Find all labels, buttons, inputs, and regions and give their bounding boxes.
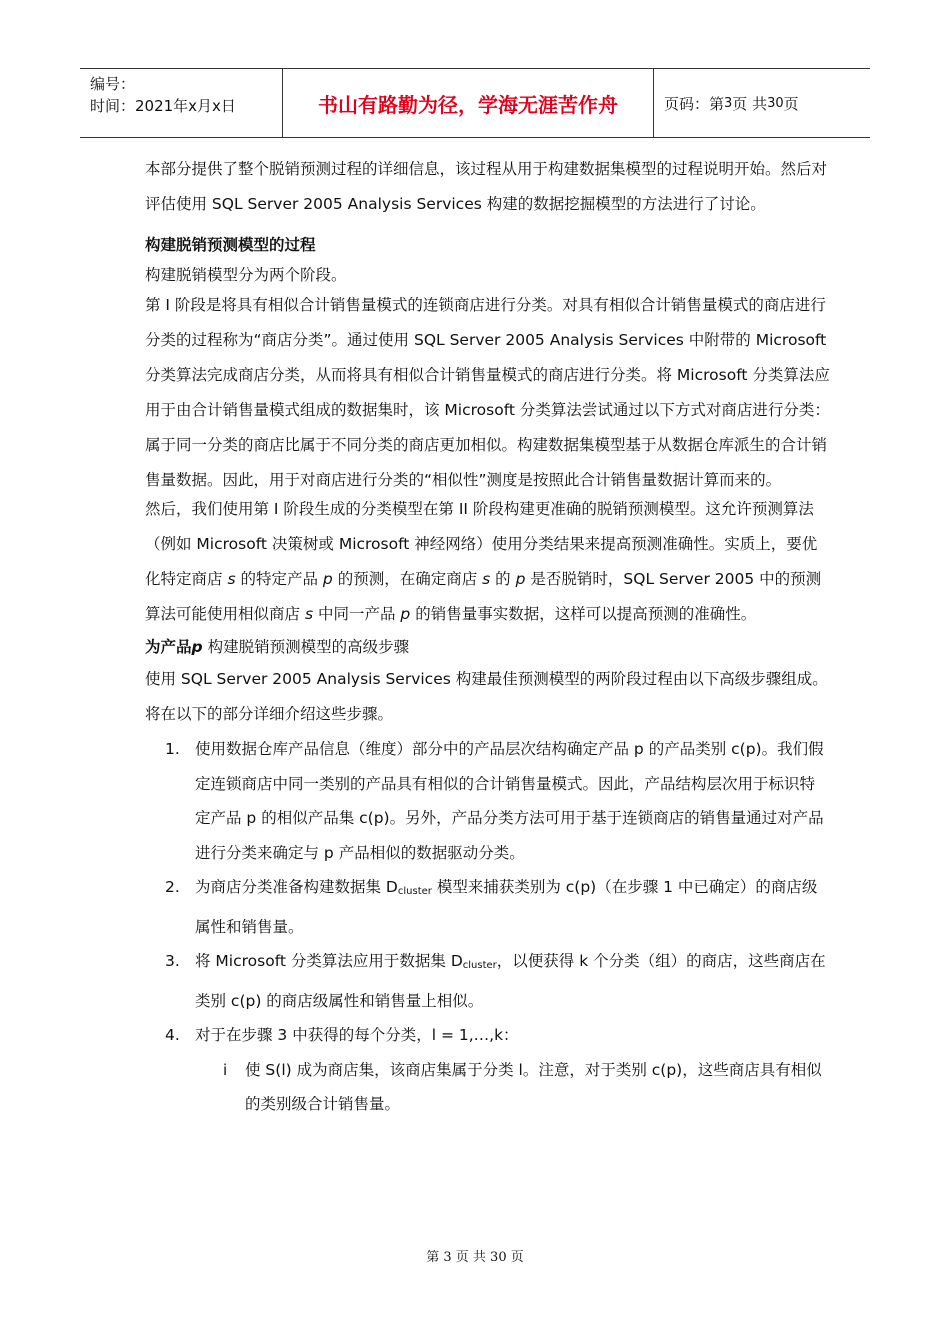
stage2-text-b: 的特定产品 xyxy=(240,570,318,588)
substep-text: 使 S(l) 成为商店集，该商店集属于分类 l。注意，对于类别 c(p)，这些商店具有相似的类别级合计销售量。 xyxy=(245,1060,822,1113)
steps-list xyxy=(145,732,830,1053)
stage2-text-e: 是否脱销时，SQL Server 2005 中的预测算法可能使用相似商店 xyxy=(145,570,822,623)
stage2-text-c: 的预测，在确定商店 xyxy=(337,570,478,588)
list-item xyxy=(145,870,830,944)
page-footer: 第 3 页 共 30 页 xyxy=(426,1250,524,1265)
subscript-cluster: cluster xyxy=(462,960,497,971)
step-number: 1. xyxy=(165,740,180,758)
stage2-paragraph xyxy=(145,492,830,632)
header-meta xyxy=(80,69,282,137)
step-text-b: ，以便获得 k 个分类（组）的商店，这些商店在类别 c(p) 的商店级属性和销售量上相似。 xyxy=(195,952,826,1010)
list-item xyxy=(145,732,830,870)
stage2-text-a: 然后，我们使用第 I 阶段生成的分类模型在第 II 阶段构建更准确的脱销预测模型。这允许预测算法（例如 Microsoft 决策树或 Microsoft 神经网络）使用分类结果来提高预测准确性。实质上，要优化特定商店 xyxy=(145,500,818,588)
page-header xyxy=(80,68,870,138)
step-text-a: 为商店分类准备构建数据集 D xyxy=(195,878,398,896)
step-number: 4. xyxy=(165,1026,180,1044)
stage2-text-d: 的 xyxy=(495,570,511,588)
page-number: 3 xyxy=(724,95,733,111)
page-mid: 页 共 xyxy=(732,94,768,113)
stage2-text-g: 的销售量事实数据，这样可以提高预测的准确性。 xyxy=(415,605,757,623)
header-page-info xyxy=(654,69,870,137)
document-body xyxy=(145,152,830,1122)
subscript-cluster: cluster xyxy=(397,886,432,897)
stage1-paragraph: 第 I 阶段是将具有相似合计销售量模式的连锁商店进行分类。对具有相似合计销售量模式的商店进行分类的过程称为“商店分类”。通过使用 SQL Server 2005 Analysis Services 中附带的 Microsoft 分类算法完成商店分类，从而将具有相似合计销售量模式的商店进行分类。将 Microsoft 分类算法应用于由合计销售量模式组成的数据集时，该 Microsoft 分类算法尝试通过以下方式对商店进行分类：属于同一分类的商店比属于不同分类的商店更加相似。构建数据集模型基于从数据仓库派生的合计销售量数据。因此，用于对商店进行分类的“相似性”测度是按照此合计销售量数据计算而来的。 xyxy=(145,296,830,489)
page-suffix: 页 xyxy=(783,94,799,113)
substep-number: i xyxy=(223,1060,228,1079)
var-s: s xyxy=(304,605,314,623)
steps-intro-paragraph: 使用 SQL Server 2005 Analysis Services 构建最佳预测模型的两阶段过程由以下高级步骤组成。将在以下的部分详细介绍这些步骤。 xyxy=(145,670,828,723)
step-text-a: 将 Microsoft 分类算法应用于数据集 D xyxy=(195,952,463,970)
doc-code-label: 编号： xyxy=(90,75,136,93)
list-item xyxy=(145,1018,830,1053)
step-text-b: 模型来捕获类别为 c(p)（在步骤 1 中已确定）的商店级属性和销售量。 xyxy=(195,878,818,936)
step-number: 3. xyxy=(165,952,180,970)
step-text: 使用数据仓库产品信息（维度）部分中的产品层次结构确定产品 p 的产品类别 c(p)。我们假定连锁商店中同一类别的产品具有相似的合计销售量模式。因此，产品结构层次用于标识特定产品 p 的相似产品集 c(p)。另外，产品分类方法可用于基于连锁商店的销售量通过对产品进行分类来确定与 p 产品相似的数据驱动分类。 xyxy=(195,740,824,862)
var-p: p xyxy=(191,638,203,656)
sub-step xyxy=(145,1053,830,1122)
doc-time: 时间：2021年x月x日 xyxy=(90,97,236,115)
two-stage-sentence: 构建脱销模型分为两个阶段。 xyxy=(145,266,347,284)
step-number: 2. xyxy=(165,878,180,896)
var-s: s xyxy=(227,570,236,588)
list-item xyxy=(145,944,830,1018)
section-heading-steps xyxy=(145,632,830,662)
var-p: p xyxy=(515,570,526,588)
page-total: 30 xyxy=(767,95,784,111)
section-heading-process: 构建脱销预测模型的过程 xyxy=(145,236,316,254)
step-text: 对于在步骤 3 中获得的每个分类，l = 1,…,k： xyxy=(195,1026,519,1044)
page-prefix: 页码：第 xyxy=(664,94,725,113)
stage2-text-f: 中同一产品 xyxy=(317,605,396,623)
var-s: s xyxy=(482,570,491,588)
var-p: p xyxy=(400,605,411,623)
var-p: p xyxy=(322,570,333,588)
heading2-text-b: 构建脱销预测模型的高级步骤 xyxy=(207,638,410,656)
header-motto: 书山有路勤为径，学海无涯苦作舟 xyxy=(282,69,654,137)
intro-paragraph: 本部分提供了整个脱销预测过程的详细信息，该过程从用于构建数据集模型的过程说明开始。然后对评估使用 SQL Server 2005 Analysis Services 构建的数据挖掘模型的方法进行了讨论。 xyxy=(145,160,828,213)
heading2-text-a: 为产品 xyxy=(145,638,192,656)
